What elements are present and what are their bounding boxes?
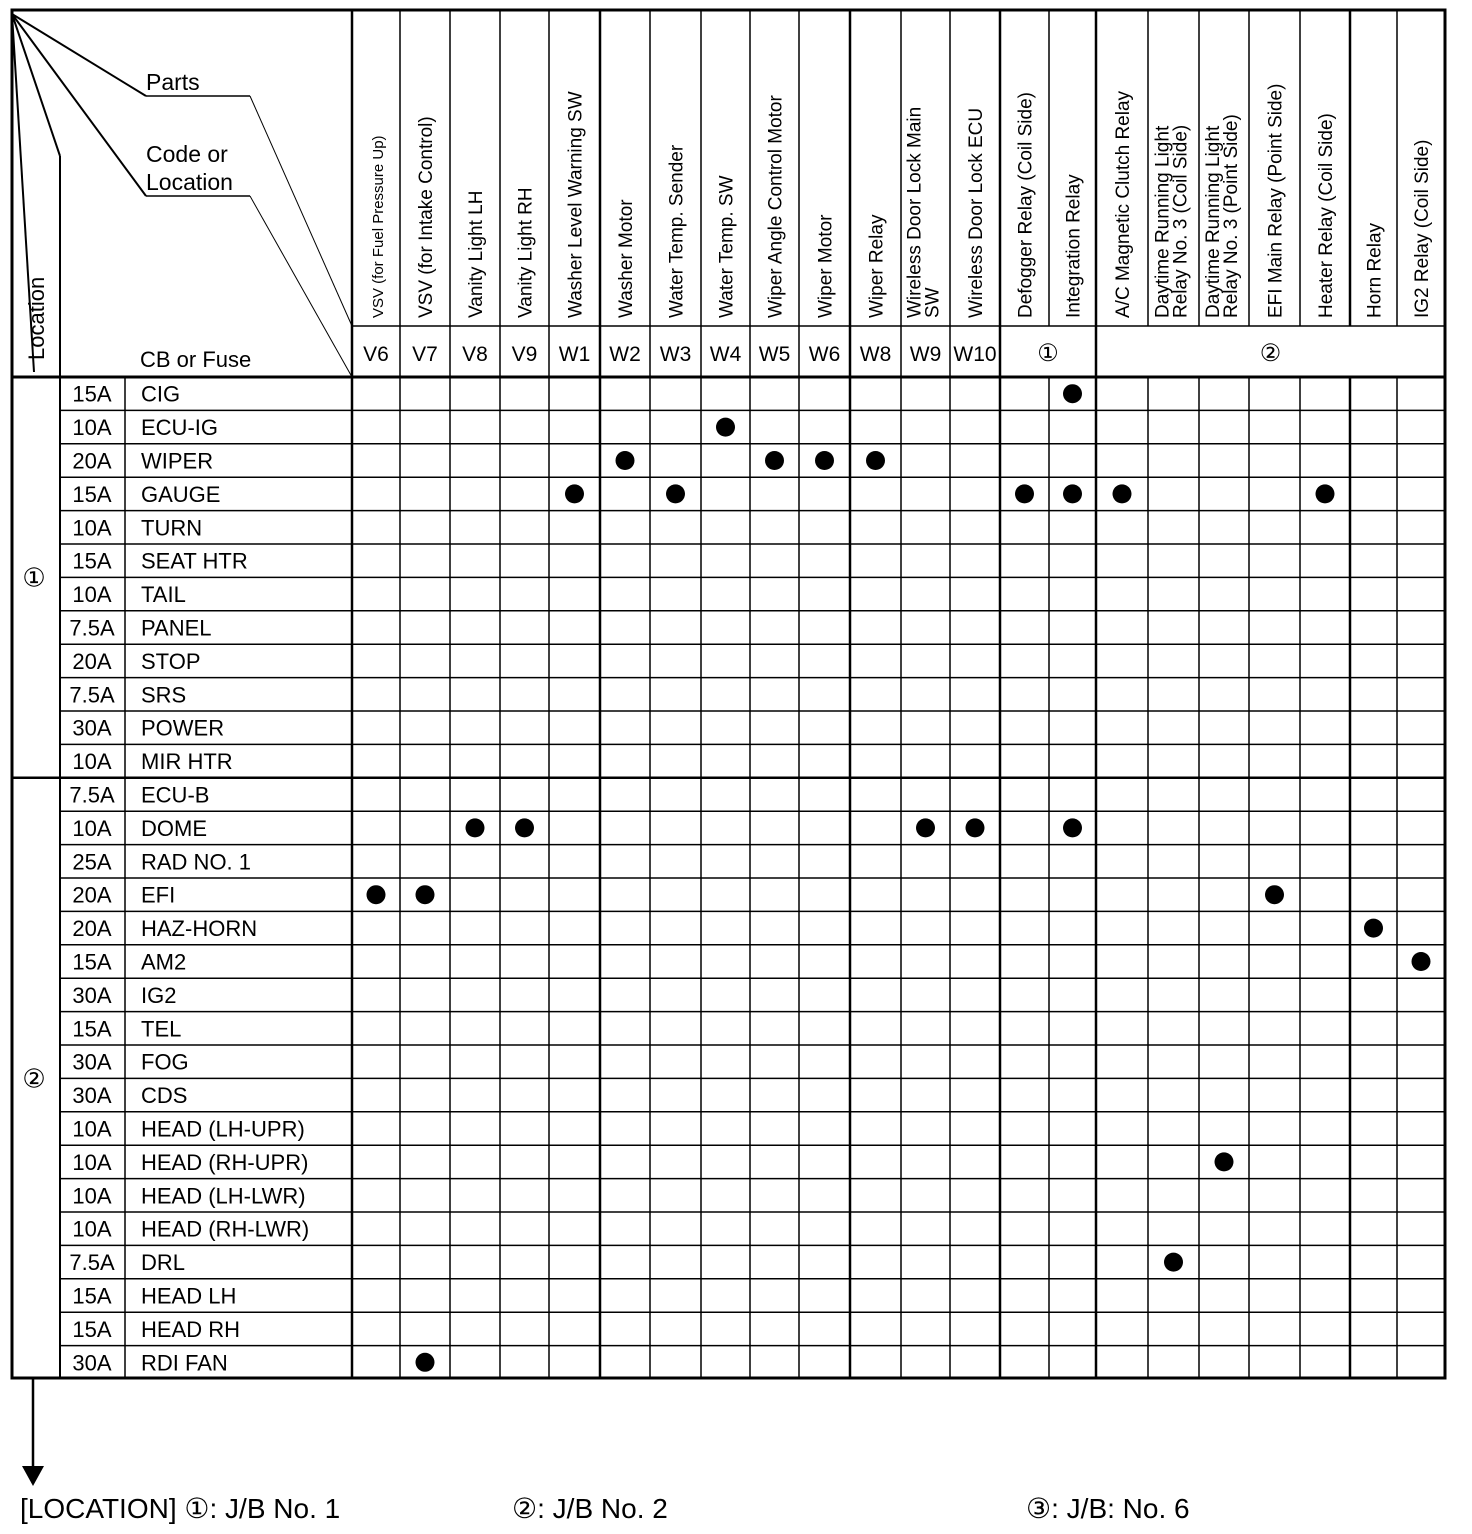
column-part-label: [667, 144, 688, 318]
column-part-label: [516, 187, 537, 318]
column-part-label: [1016, 92, 1037, 318]
fuse-amp: 15A: [72, 1016, 112, 1042]
code-label-line1: Code or: [146, 141, 228, 167]
column-part-label: [416, 116, 437, 318]
connection-dot: [666, 484, 685, 503]
fuse-amp: 20A: [72, 882, 112, 908]
fuse-name: HEAD (LH-LWR): [141, 1183, 306, 1209]
fuse-name: FOG: [141, 1049, 189, 1075]
fuse-amp: 7.5A: [69, 682, 115, 708]
column-part-label: [867, 214, 888, 318]
fuse-amp: 10A: [72, 1149, 112, 1175]
column-part-label-line: Water Temp. Sender: [666, 144, 688, 318]
fuse-name: TEL: [141, 1016, 182, 1042]
fuse-amp: 10A: [72, 1116, 112, 1142]
connection-dot: [1015, 484, 1034, 503]
column-part-label: [1113, 90, 1134, 318]
column-part-label-line: A/C Magnetic Clutch Relay: [1113, 90, 1134, 318]
connection-dot: [616, 451, 635, 470]
fuse-amp: 10A: [72, 749, 112, 775]
connection-dot: [1164, 1253, 1183, 1272]
header-labels: [24, 69, 251, 372]
location-arrow: [22, 1378, 44, 1486]
fuse-amp: 30A: [72, 982, 112, 1008]
column-part-label: [1266, 84, 1287, 318]
column-code-label: W2: [609, 343, 641, 366]
fuse-amp: 10A: [72, 515, 112, 541]
column-code-label: W3: [659, 343, 692, 366]
connection-dot: [367, 885, 386, 904]
column-part-label-line: Heater Relay (Coil Side): [1316, 113, 1337, 318]
fuse-amp: 30A: [72, 1083, 112, 1109]
column-code-label: V6: [363, 343, 389, 366]
fuse-name: HEAD RH: [141, 1316, 241, 1342]
fuse-amp: 10A: [72, 815, 112, 841]
column-group-code: ①: [1037, 340, 1059, 367]
fuse-amp: 10A: [72, 415, 112, 441]
fuse-name: ECU-IG: [141, 415, 218, 441]
column-part-label-line: Washer Motor: [616, 199, 637, 318]
fuse-name: CDS: [141, 1083, 188, 1109]
connection-dot: [916, 818, 935, 837]
code-leader: [250, 196, 352, 377]
connection-dot: [1215, 1152, 1234, 1171]
column-group-code: ②: [1259, 340, 1282, 367]
fuse-name: PANEL: [141, 615, 212, 641]
parts-label: Parts: [146, 69, 200, 95]
column-code-label: V7: [412, 343, 438, 366]
column-part-label: [1203, 114, 1242, 318]
fuse-name: SEAT HTR: [141, 548, 248, 574]
column-part-label: [1316, 113, 1337, 318]
parts-leader: [250, 96, 352, 326]
fuse-name: HAZ-HORN: [141, 916, 258, 942]
connection-dot: [1063, 818, 1082, 837]
fuse-amp: 10A: [72, 1216, 112, 1242]
column-part-label-line: Horn Relay: [1364, 222, 1386, 318]
fuse-amp: 30A: [72, 715, 112, 741]
column-code-label: W9: [909, 343, 942, 366]
fuse-name: HEAD LH: [141, 1283, 237, 1309]
column-part-label: [1365, 222, 1386, 318]
legend-item-1: [LOCATION] ①: J/B No. 1: [20, 1493, 341, 1524]
connection-dot: [966, 818, 985, 837]
connection-dot: [866, 451, 885, 470]
fuse-amp: 15A: [72, 1316, 112, 1342]
column-part-label: [566, 91, 587, 318]
connection-dot: [815, 451, 834, 470]
fuse-amp: 15A: [72, 548, 112, 574]
connection-dot: [1316, 484, 1335, 503]
fuse-name: ECU-B: [141, 782, 210, 808]
column-part-label-line: Wireless Door Lock ECU: [966, 107, 987, 318]
connection-dot: [1412, 952, 1431, 971]
header-diagonal: [12, 14, 146, 96]
column-code-label: V8: [462, 343, 488, 366]
fuse-amp: 15A: [72, 381, 112, 407]
column-code-label: W10: [953, 343, 997, 366]
fuse-name: POWER: [141, 715, 225, 741]
connection-dot: [565, 484, 584, 503]
column-part-label: [766, 95, 787, 318]
fuse-name: RDI FAN: [141, 1350, 228, 1376]
column-labels: [363, 84, 1433, 367]
column-part-label-line: Vanity Light LH: [466, 190, 487, 318]
column-part-label-line: VSV (for Intake Control): [416, 116, 437, 318]
column-part-label-line: Water Temp. SW: [716, 175, 738, 318]
connection-dot: [1063, 384, 1082, 403]
column-code-label: W8: [859, 343, 892, 366]
fuse-name: HEAD (RH-LWR): [141, 1216, 310, 1242]
column-code-label: W4: [709, 343, 742, 366]
column-part-label-line: Relay No. 3 (Point Side): [1221, 114, 1242, 318]
fuse-amp: 20A: [72, 648, 112, 674]
connection-dot: [1113, 484, 1132, 503]
column-part-label-line: Wireless Door Lock Main: [904, 106, 926, 318]
header-diagonal: [12, 14, 146, 196]
location-group-label: ①: [22, 562, 46, 593]
connection-dot: [716, 418, 735, 437]
fuse-name: TAIL: [141, 582, 186, 608]
column-part-label-line: Wiper Motor: [815, 214, 837, 318]
column-part-label: [370, 135, 387, 318]
column-part-label: [616, 199, 637, 318]
fuse-amp: 7.5A: [69, 615, 115, 641]
fuse-amp: 15A: [72, 1283, 112, 1309]
column-part-label-line: Daytime Running Light: [1203, 125, 1224, 318]
column-part-label: [1412, 140, 1433, 318]
fuse-name: HEAD (LH-UPR): [141, 1116, 305, 1142]
fuse-amp: 15A: [72, 949, 112, 975]
fuse-amp: 20A: [72, 448, 112, 474]
fuse-name: MIR HTR: [141, 749, 233, 775]
column-part-label: [717, 175, 738, 318]
column-part-label-line: Vanity Light RH: [515, 187, 537, 318]
column-code-label: V9: [511, 343, 538, 366]
fuse-name: HEAD (RH-UPR): [141, 1149, 309, 1175]
fuse-amp: 30A: [72, 1350, 112, 1376]
fuse-name: WIPER: [141, 448, 214, 474]
connection-dot: [1063, 484, 1082, 503]
column-part-label: [966, 108, 987, 318]
column-part-label-line: Defogger Relay (Coil Side): [1015, 92, 1037, 318]
fuse-name: GAUGE: [141, 481, 221, 507]
fuse-name: IG2: [141, 982, 177, 1008]
fuse-name: DRL: [141, 1250, 186, 1276]
fuse-name: RAD NO. 1: [141, 849, 252, 875]
column-part-label: [816, 214, 837, 318]
legend-item-3: ③: J/B: No. 6: [1026, 1493, 1190, 1524]
column-code-label: W1: [558, 343, 591, 366]
fuse-name: EFI: [141, 882, 176, 908]
column-part-label-line: Relay No. 3 (Coil Side): [1170, 124, 1192, 318]
fuse-amp: 15A: [72, 481, 112, 507]
fuse-name: SRS: [141, 682, 187, 708]
fuse-amp: 10A: [72, 582, 112, 608]
legend-item-2: ②: J/B No. 2: [512, 1493, 668, 1524]
fuse-name: CIG: [141, 381, 181, 407]
connection-dot: [515, 818, 534, 837]
column-part-label-line: Daytime Running Light: [1152, 125, 1174, 318]
connection-dot: [765, 451, 784, 470]
code-label-line2: Location: [146, 169, 233, 195]
connection-dot: [1265, 885, 1284, 904]
column-part-label: [466, 191, 487, 318]
location-label: Location: [24, 276, 49, 360]
fuse-name: DOME: [141, 815, 207, 841]
column-part-label-line: Wiper Relay: [866, 214, 888, 318]
column-part-label-line: Wiper Angle Control Motor: [765, 95, 787, 318]
column-part-label-line: VSV (for Fuel Pressure Up): [370, 135, 387, 318]
fuse-amp: 30A: [72, 1049, 112, 1075]
connection-dot: [466, 818, 485, 837]
connection-dot: [416, 1353, 435, 1372]
fuse-amp: 10A: [72, 1183, 112, 1209]
connection-dot: [1364, 919, 1383, 938]
column-part-label-line: SW: [922, 287, 944, 318]
column-code-label: W5: [758, 343, 791, 366]
column-part-label-line: Washer Level Warning SW: [565, 91, 587, 318]
column-code-label: W6: [808, 343, 841, 366]
fuse-name: AM2: [141, 949, 187, 975]
column-part-label: [905, 107, 944, 318]
fuse-amp: 20A: [72, 916, 112, 942]
column-part-label: [1153, 125, 1192, 318]
fuse-name: TURN: [141, 515, 203, 541]
column-part-label: [1064, 174, 1085, 318]
location-group-label: ②: [22, 1063, 46, 1094]
column-part-label-line: Integration Relay: [1063, 174, 1085, 318]
connection-dot: [416, 885, 435, 904]
fuse-amp: 7.5A: [69, 782, 115, 808]
fuse-amp: 7.5A: [69, 1250, 115, 1276]
fuse-name: STOP: [141, 648, 201, 674]
fuse-label: CB or Fuse: [140, 347, 252, 372]
column-part-label-line: IG2 Relay (Coil Side): [1412, 139, 1433, 318]
column-part-label-line: EFI Main Relay (Point Side): [1265, 83, 1287, 318]
fuse-amp: 25A: [72, 849, 112, 875]
